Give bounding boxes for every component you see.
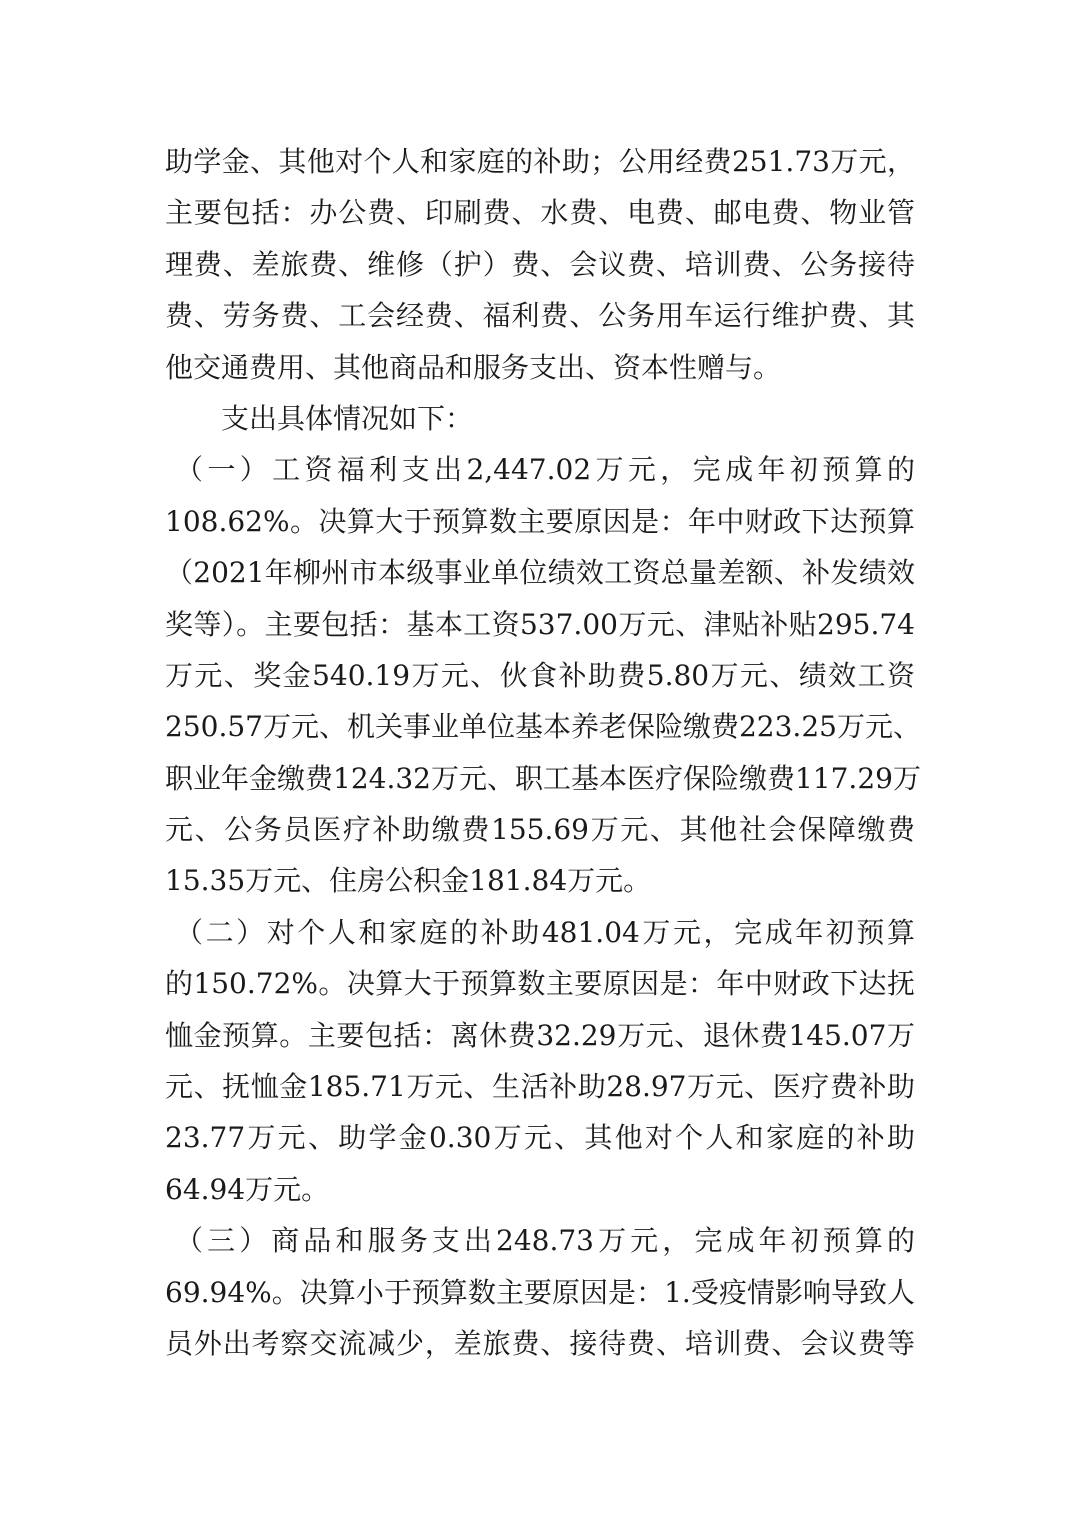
text-line: 108.62%。决算大于预算数主要原因是：年中财政下达预算 xyxy=(165,504,915,538)
text-line: 250.57万元、机关事业单位基本养老保险缴费223.25万元、 xyxy=(165,710,921,744)
text-line: 23.77万元、助学金0.30万元、其他对个人和家庭的补助 xyxy=(165,1121,915,1155)
text-line: 64.94万元。 xyxy=(165,1172,330,1206)
text-line: 职业年金缴费124.32万元、职工基本医疗保险缴费117.29万 xyxy=(165,761,921,795)
text-line: （2021年柳州市本级事业单位绩效工资总量差额、补发绩效 xyxy=(165,556,915,590)
text-line: 69.94%。决算小于预算数主要原因是：1.受疫情影响导致人 xyxy=(165,1275,915,1309)
text-line: 的150.72%。决算大于预算数主要原因是：年中财政下达抚 xyxy=(165,967,915,1001)
text-line: 万元、奖金540.19万元、伙食补助费5.80万元、绩效工资 xyxy=(165,658,915,692)
text-line: 理费、差旅费、维修（护）费、会议费、培训费、公务接待 xyxy=(165,247,915,281)
text-line: 他交通费用、其他商品和服务支出、资本性赠与。 xyxy=(165,350,782,384)
text-line: 元、抚恤金185.71万元、生活补助28.97万元、医疗费补助 xyxy=(165,1070,915,1104)
text-line: 元、公务员医疗补助缴费155.69万元、其他社会保障缴费 xyxy=(165,813,915,847)
section-heading-3: （三）商品和服务支出248.73万元，完成年初预算的 xyxy=(175,1224,915,1258)
text-line: 恤金预算。主要包括：离休费32.29万元、退休费145.07万 xyxy=(165,1018,915,1052)
section-heading-2: （二）对个人和家庭的补助481.04万元，完成年初预算 xyxy=(175,915,915,949)
text-line: 奖等）。主要包括：基本工资537.00万元、津贴补贴295.74 xyxy=(165,607,915,641)
text-line: 费、劳务费、工会经费、福利费、公务用车运行维护费、其 xyxy=(165,299,915,333)
body-text xyxy=(165,136,921,1369)
section-heading-1: （一）工资福利支出2,447.02万元，完成年初预算的 xyxy=(175,453,915,487)
text-line: 主要包括：办公费、印刷费、水费、电费、邮电费、物业管 xyxy=(165,196,915,230)
text-line: 15.35万元、住房公积金181.84万元。 xyxy=(165,864,652,898)
section-intro: 支出具体情况如下： xyxy=(221,401,474,435)
text-line: 助学金、其他对个人和家庭的补助；公用经费251.73万元， xyxy=(165,145,915,178)
text-line: 员外出考察交流减少，差旅费、接待费、培训费、会议费等 xyxy=(165,1326,915,1360)
